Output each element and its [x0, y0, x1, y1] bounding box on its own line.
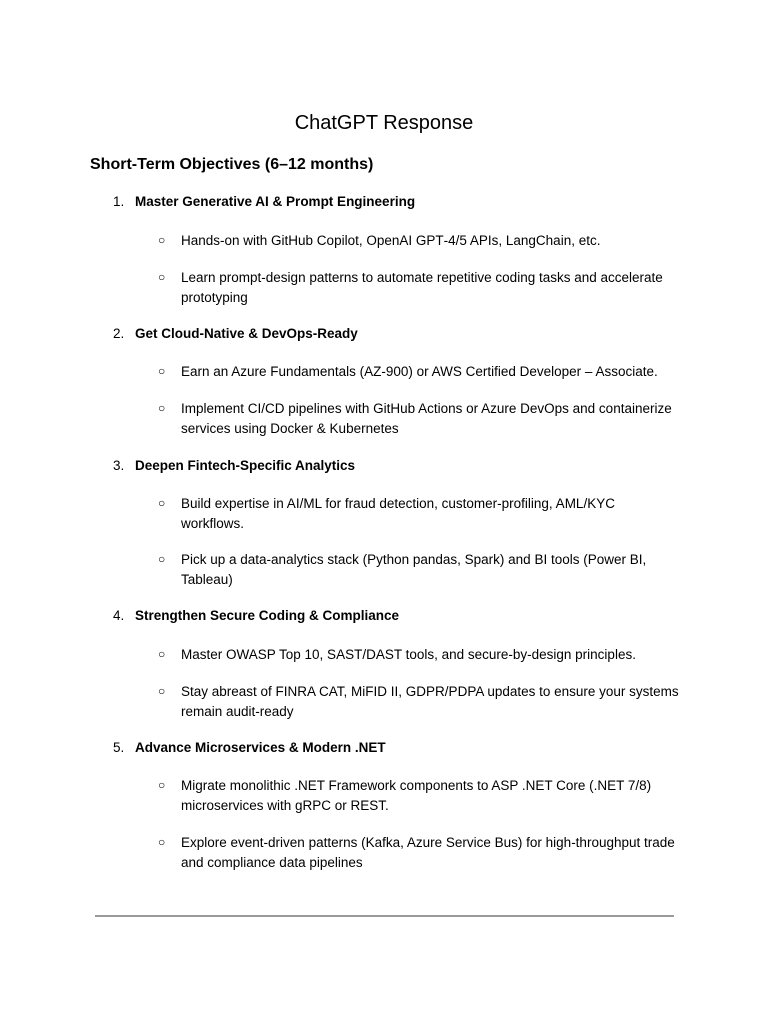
objective-number: 1. — [113, 194, 125, 209]
bullet-text: Master OWASP Top 10, SAST/DAST tools, and secure‑by‑design principles. — [181, 647, 636, 662]
bullet-text: Implement CI/CD pipelines with GitHub Actions or Azure DevOps and containerize services using Docker & Kubernetes — [181, 401, 672, 436]
hollow-circle-bullet-icon: ○ — [158, 647, 166, 661]
objective-number: 3. — [113, 458, 125, 473]
horizontal-divider — [95, 915, 674, 917]
bullet-text: Explore event‑driven patterns (Kafka, Azure Service Bus) for high‑throughput trade and compliance data pipelines — [181, 835, 675, 870]
page-title: ChatGPT Response — [294, 112, 474, 134]
hollow-circle-bullet-icon: ○ — [158, 401, 166, 415]
objective-heading — [113, 607, 399, 625]
hollow-circle-bullet-icon: ○ — [158, 835, 166, 849]
hollow-circle-bullet-icon: ○ — [158, 364, 166, 378]
hollow-circle-bullet-icon: ○ — [158, 270, 166, 284]
bullet-text: Build expertise in AI/ML for fraud detection, customer‑profiling, AML/KYC workflows. — [181, 496, 615, 531]
section-heading: Short‑Term Objectives (6–12 months) — [90, 156, 374, 173]
objective-heading — [113, 739, 386, 757]
bullet-text: Earn an Azure Fundamentals (AZ‑900) or AWS Certified Developer – Associate. — [181, 364, 658, 379]
objective-heading — [113, 457, 355, 475]
hollow-circle-bullet-icon: ○ — [158, 496, 166, 510]
bullet-text: Stay abreast of FINRA CAT, MiFID II, GDPR/PDPA updates to ensure your systems remain audit‑ready — [181, 684, 679, 719]
objective-number: 4. — [113, 608, 125, 623]
hollow-circle-bullet-icon: ○ — [158, 684, 166, 698]
bullet-text: Pick up a data‑analytics stack (Python pandas, Spark) and BI tools (Power BI, Tableau) — [181, 552, 647, 587]
objective-number: 2. — [113, 326, 125, 341]
hollow-circle-bullet-icon: ○ — [158, 552, 166, 566]
bullet-text: Migrate monolithic .NET Framework components to ASP .NET Core (.NET 7/8) microservices with gRPC or REST. — [181, 778, 652, 813]
objective-title: Get Cloud‑Native & DevOps‑Ready — [135, 326, 358, 341]
objective-title: Master Generative AI & Prompt Engineering — [135, 194, 416, 209]
hollow-circle-bullet-icon: ○ — [158, 778, 166, 792]
hollow-circle-bullet-icon: ○ — [158, 233, 166, 247]
objective-number: 5. — [113, 740, 125, 755]
objective-title: Strengthen Secure Coding & Compliance — [135, 608, 400, 623]
bullet-text: Learn prompt‑design patterns to automate repetitive coding tasks and accelerate prototyping — [181, 270, 663, 305]
objective-title: Deepen Fintech‑Specific Analytics — [135, 458, 356, 473]
objective-title: Advance Microservices & Modern .NET — [135, 740, 386, 755]
bullet-text: Hands‑on with GitHub Copilot, OpenAI GPT‑4/5 APIs, LangChain, etc. — [181, 233, 601, 248]
objective-heading — [113, 193, 415, 211]
objective-heading — [113, 325, 358, 343]
